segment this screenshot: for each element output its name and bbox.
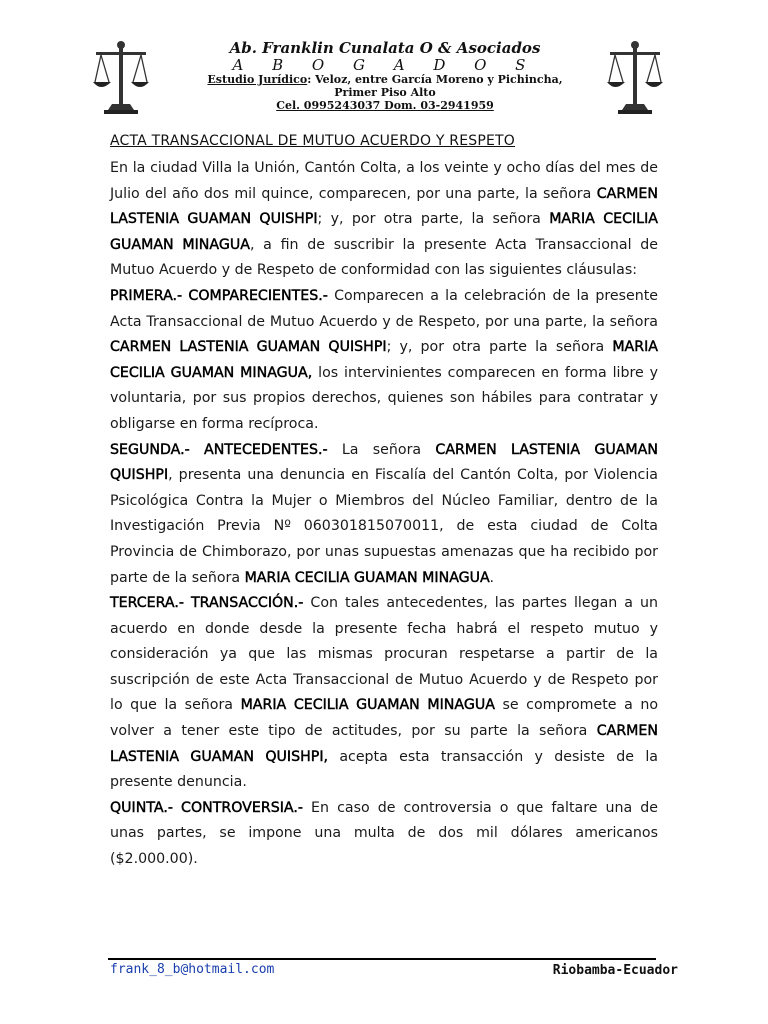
clause-text: . [489,569,495,586]
clause-text: acepta esta transacción y desiste de la presente denuncia. [110,748,658,791]
clause-text: , presenta una denuncia en Fiscalía del Cantón Colta, por Violencia Psicológica Contra la Mujer o Miembros del Núcleo Familiar, dentro de la Investigación Previa Nº 060301815070011, de esta ciudad de Colta Provincia de Chimborazo, por unas supuestas amenazas que ha recibido por parte de la señora [110,467,658,586]
footer-email-link[interactable]: frank_8_b@hotmail.com [110,962,275,977]
letterhead [0,0,768,120]
intro-text-2: ; y, por otra parte, la señora [317,211,550,228]
party-name: MARIA CECILIA GUAMAN MINAGUA [240,697,495,714]
clause-tercera [110,591,658,796]
floor-label: Primer Piso Alto [334,86,436,99]
clause-heading: PRIMERA.- COMPARECIENTES.- [110,287,328,304]
clause-text: se compromete a no volver a tener este tipo de actitudes, por su parte la señora [110,697,659,740]
clause-primera [110,284,658,438]
clause-heading: QUINTA.- CONTROVERSIA.- [110,799,303,816]
party-name: MARIA CECILIA GUAMAN MINAGUA, [110,339,659,381]
clause-text: En caso de controversia o que faltare una de unas partes, se impone una multa de dos mil dólares americanos ($2.000.00). [110,799,658,868]
intro-paragraph [110,156,658,284]
document-body [110,156,658,873]
footer-location: Riobamba-Ecuador [552,963,678,978]
party-name: CARMEN LASTENIA GUAMAN QUISHPI [110,339,387,356]
intro-text-3: , a fin de suscribir la presente Acta Transaccional de Mutuo Acuerdo y de Respeto de conformidad con las siguientes cláusulas: [110,236,658,279]
letterhead-text [180,41,590,112]
studio-label: Estudio Jurídico [207,73,308,86]
party-name: MARIA CECILIA GUAMAN MINAGUA [244,569,490,586]
scales-of-justice-icon [606,40,664,116]
document-title: ACTA TRANSACCIONAL DE MUTUO ACUERDO Y RESPETO [110,133,516,149]
clause-text: La señora [327,441,436,458]
studio-address-text: : Veloz, entre García Moreno y Pichincha, [307,73,563,86]
clause-text: Comparecen a la celebración de la presente Acta Transaccional de Mutuo Acuerdo y de Respeto, por una parte, la señora [110,287,658,330]
phone-numbers: Cel. 0995243037 Dom. 03-2941959 [276,99,494,112]
clause-text: los intervinientes comparecen en forma libre y voluntaria, por sus propios derechos, quienes son hábiles para contratar y obligarse en forma recíproca. [110,364,658,432]
clause-text: ; y, por otra parte la señora [386,339,613,356]
clause-heading: SEGUNDA.- ANTECEDENTES.- [110,441,328,458]
firm-name: Ab. Franklin Cunalata O & Asociados [229,39,541,57]
footer-divider [108,958,656,960]
party-name: CARMEN LASTENIA GUAMAN QUISHPI [110,185,658,228]
studio-address [180,73,590,86]
party-name: MARIA CECILIA GUAMAN MINAGUA [110,211,658,253]
intro-text-1: En la ciudad Villa la Unión, Cantón Colta, a los veinte y ocho días del mes de Julio del año dos mil quince, comparecen, por una parte, la señora [110,160,658,202]
party-name: CARMEN LASTENIA GUAMAN QUISHPI [110,441,658,484]
scales-of-justice-icon [92,40,150,116]
clause-segunda [110,438,658,592]
clause-quinta [110,796,658,873]
clause-heading: TERCERA.- TRANSACCIÓN.- [110,595,304,612]
party-name: CARMEN LASTENIA GUAMAN QUISHPI, [110,723,658,765]
profession-label: A B O G A D O S [232,56,538,74]
clause-text: Con tales antecedentes, las partes llegan a un acuerdo en donde desde la presente fecha habrá el respeto mutuo y consideración ya que las mismas procuran respetarse a partir de la suscripción de este Acta Transaccional de Mutuo Acuerdo y de Respeto por lo que la señora [110,595,658,714]
